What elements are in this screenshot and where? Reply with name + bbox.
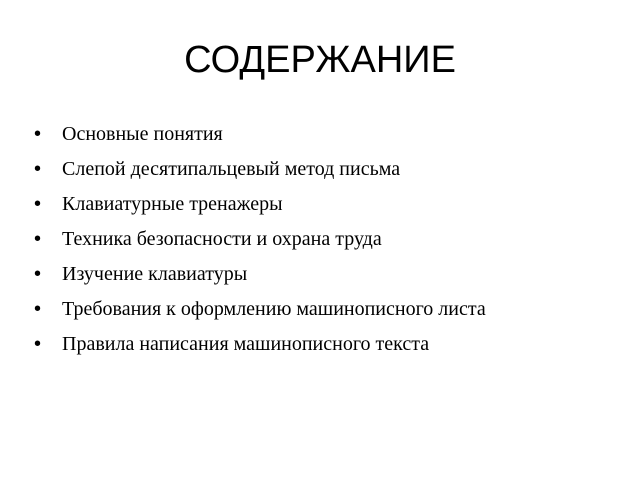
list-item-label: Основные понятия <box>62 123 223 145</box>
bullet-icon: • <box>34 298 42 320</box>
bullet-icon: • <box>34 333 42 355</box>
bullet-icon: • <box>34 228 42 250</box>
list-item-label: Клавиатурные тренажеры <box>62 193 283 215</box>
list-item <box>34 117 486 152</box>
bullet-icon: • <box>34 193 42 215</box>
list-item <box>34 292 486 327</box>
slide-title: СОДЕРЖАНИЕ <box>184 39 456 81</box>
bullet-icon: • <box>34 123 42 145</box>
bullet-icon: • <box>34 158 42 180</box>
list-item-label: Правила написания машинописного текста <box>62 333 430 355</box>
contents-list <box>34 117 486 362</box>
list-item-label: Изучение клавиатуры <box>62 263 248 285</box>
list-item <box>34 187 486 222</box>
list-item <box>34 152 486 187</box>
list-item-label: Требования к оформлению машинописного листа <box>62 298 486 320</box>
list-item-label: Техника безопасности и охрана труда <box>62 228 382 250</box>
list-item <box>34 257 486 292</box>
bullet-icon: • <box>34 263 42 285</box>
list-item <box>34 327 486 362</box>
list-item <box>34 222 486 257</box>
list-item-label: Слепой десятипальцевый метод письма <box>62 158 401 180</box>
